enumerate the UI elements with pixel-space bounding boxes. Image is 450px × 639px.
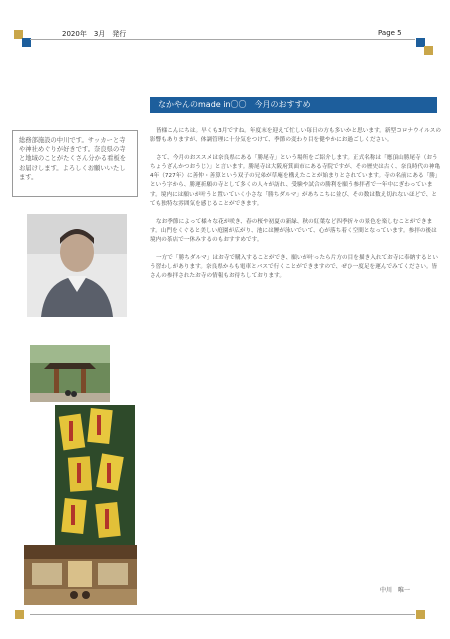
article-paragraph: さて、今月のおススメは奈良県にある「勝尾寺」という場所をご紹介します。正式名称は「應頂山勝尾寺（おうちょうざんかつおうじ）」と言います。勝尾寺は大阪府箕面市にある寺院ですが、その歴史は古く、奈良時代の神亀4年（727年）に善仲・善算という双子の兄弟が草庵を構えたことが始まりとされています。寺の名前にある「勝」という字から、勝運祈願の寺として多くの人々が訪れ、受験や試合の勝利を願う参拝者で一年中にぎわっています。境内には願いが叶うと置いていく小さな「勝ちダルマ」があちこちに並び、その数は数え切れないほどで、とても独特な雰囲気を感じることができます。 bbox=[150, 155, 441, 207]
header-rule bbox=[30, 39, 415, 40]
author-portrait-photo bbox=[27, 214, 127, 317]
daruma-charms-photo bbox=[55, 405, 135, 545]
author-signature: 中川 唯一 bbox=[380, 587, 411, 594]
article-paragraph: 一方で「勝ちダルマ」はお寺で購入することができ、願いが叶ったら片方の目を描き入れてお寺に奉納するという習わしがあります。奈良県からも電車とバスで行くことができますので、ぜひ一度足を運んでみてください。皆さんの参拝されたお寺の情報もお待ちしております。 bbox=[150, 255, 438, 280]
author-profile-box: 総務部施設の中川です。サッカーと寺や神社めぐりが好きです。奈良県の寺と地域のことがたくさん分かる看板をお届けします。よろしくお願いいたします。 bbox=[12, 130, 138, 197]
corner-mark-bottom-left bbox=[15, 610, 24, 619]
page-number: Page 5 bbox=[378, 29, 402, 37]
temple-gate-photo bbox=[30, 345, 110, 402]
temple-interior-photo bbox=[24, 545, 137, 605]
article-paragraph: 皆様こんにちは。早くも3月ですね。年度末を迎えて忙しい毎日の方も多いかと思います。新型コロナウイルスの影響もありますが、体調管理に十分気をつけて、季節の変わり目を健やかにお過ごしください。 bbox=[150, 128, 442, 144]
corner-mark-top-right-2 bbox=[424, 46, 433, 55]
section-banner: なかやんのmade in〇〇 今月のおすすめ bbox=[150, 97, 437, 113]
corner-mark-bottom-right bbox=[416, 610, 425, 619]
article-body bbox=[150, 127, 442, 290]
article-paragraph: なお季節によって様々な花が咲き、春の桜や初夏の新緑、秋の紅葉など四季折々の景色を楽しむことができます。山門をくぐると美しい庭園が広がり、池には鯉が泳いでいて、心が落ち着く空間となっています。参拝の後は境内の茶店で一休みするのもおすすめです。 bbox=[150, 218, 437, 243]
footer-rule bbox=[30, 614, 415, 615]
issue-date: 2020年 3月 発行 bbox=[62, 30, 127, 38]
